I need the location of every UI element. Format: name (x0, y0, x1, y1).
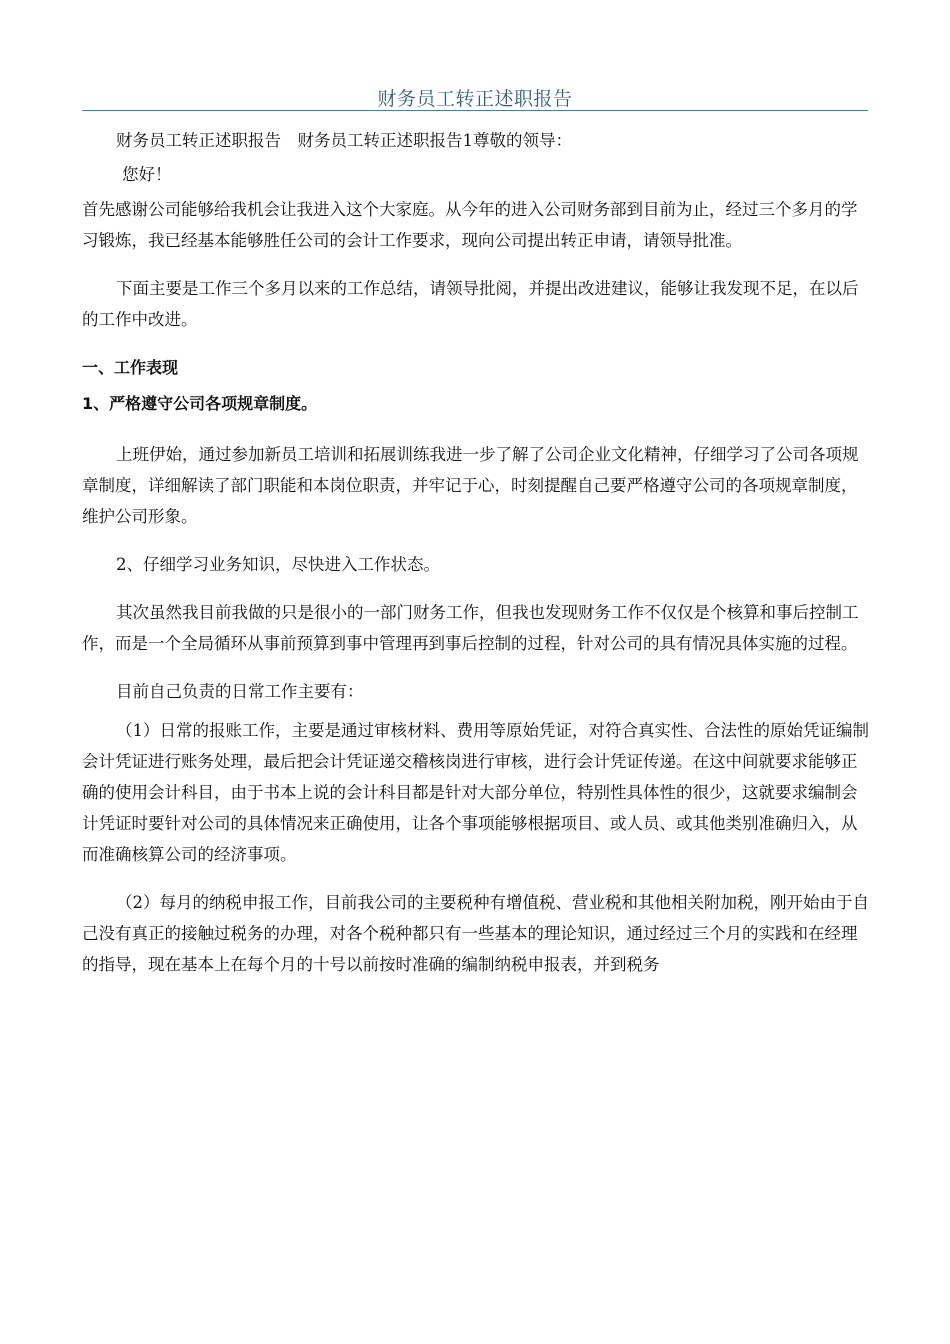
paragraph-reimbursement: （1）日常的报账工作，主要是通过审核材料、费用等原始凭证，对符合真实性、合法性的原始凭证编制会计凭证进行账务处理，最后把会计凭证递交稽核岗进行审核，进行会计凭证传递。在这中间就要求能够正确的使用会计科目，由于书本上说的会计科目都是针对大部分单位，特别性具体性的很少，这就要求编制会计凭证时要针对公司的具体情况来正确使用，让各个事项能够根据项目、或人员、或其他类别准确归入，从而准确核算公司的经济事项。 (82, 721, 869, 864)
paragraph-tax-filing: （2）每月的纳税申报工作，目前我公司的主要税种有增值税、营业税和其他相关附加税，刚开始由于自己没有真正的接触过税务的办理，对各个税种都只有一些基本的理论知识，通过经过三个月的实践和在经理的指导，现在基本上在每个月的十号以前按时准确的编制纳税申报表，并到税务 (82, 893, 869, 974)
document-body (82, 125, 872, 980)
paragraph-rules: 上班伊始，通过参加新员工培训和拓展训练我进一步了解了公司企业文化精神，仔细学习了公司各项规章制度，详细解读了部门职能和本岗位职责，并牢记于心，时刻提醒自己要严格遵守公司的各项规章制度，维护公司形象。 (82, 445, 859, 526)
paragraph-summary-intro: 下面主要是工作三个多月以来的工作总结，请领导批阅，并提出改进建议，能够让我发现不足，在以后的工作中改进。 (82, 279, 859, 329)
greeting-line: 您好！ (122, 165, 172, 184)
paragraph-thanks: 首先感谢公司能够给我机会让我进入这个大家庭。从今年的进入公司财务部到目前为止，经过三个多月的学习锻炼，我已经基本能够胜任公司的会计工作要求，现向公司提出转正申请，请领导批准。 (82, 200, 858, 250)
document-title: 财务员工转正述职报告 (377, 88, 573, 110)
subheading-study: 2、仔细学习业务知识，尽快进入工作状态。 (116, 555, 440, 574)
paragraph-finance-work: 其次虽然我目前我做的只是很小的一部门财务工作，但我也发现财务工作不仅仅是个核算和事后控制工作，而是一个全局循环从事前预算到事中管理再到事后控制的过程，针对公司的具有情况具体实施的过程。 (82, 603, 859, 653)
paragraph-daily-duties: 目前自己负责的日常工作主要有： (116, 682, 364, 701)
section-heading-performance: 一、工作表现 (82, 358, 179, 377)
subheading-rules: 1、严格遵守公司各项规章制度。 (82, 394, 318, 413)
title-divider (82, 110, 868, 111)
intro-line: 财务员工转正述职报告 财务员工转正述职报告1尊敬的领导： (116, 131, 572, 150)
